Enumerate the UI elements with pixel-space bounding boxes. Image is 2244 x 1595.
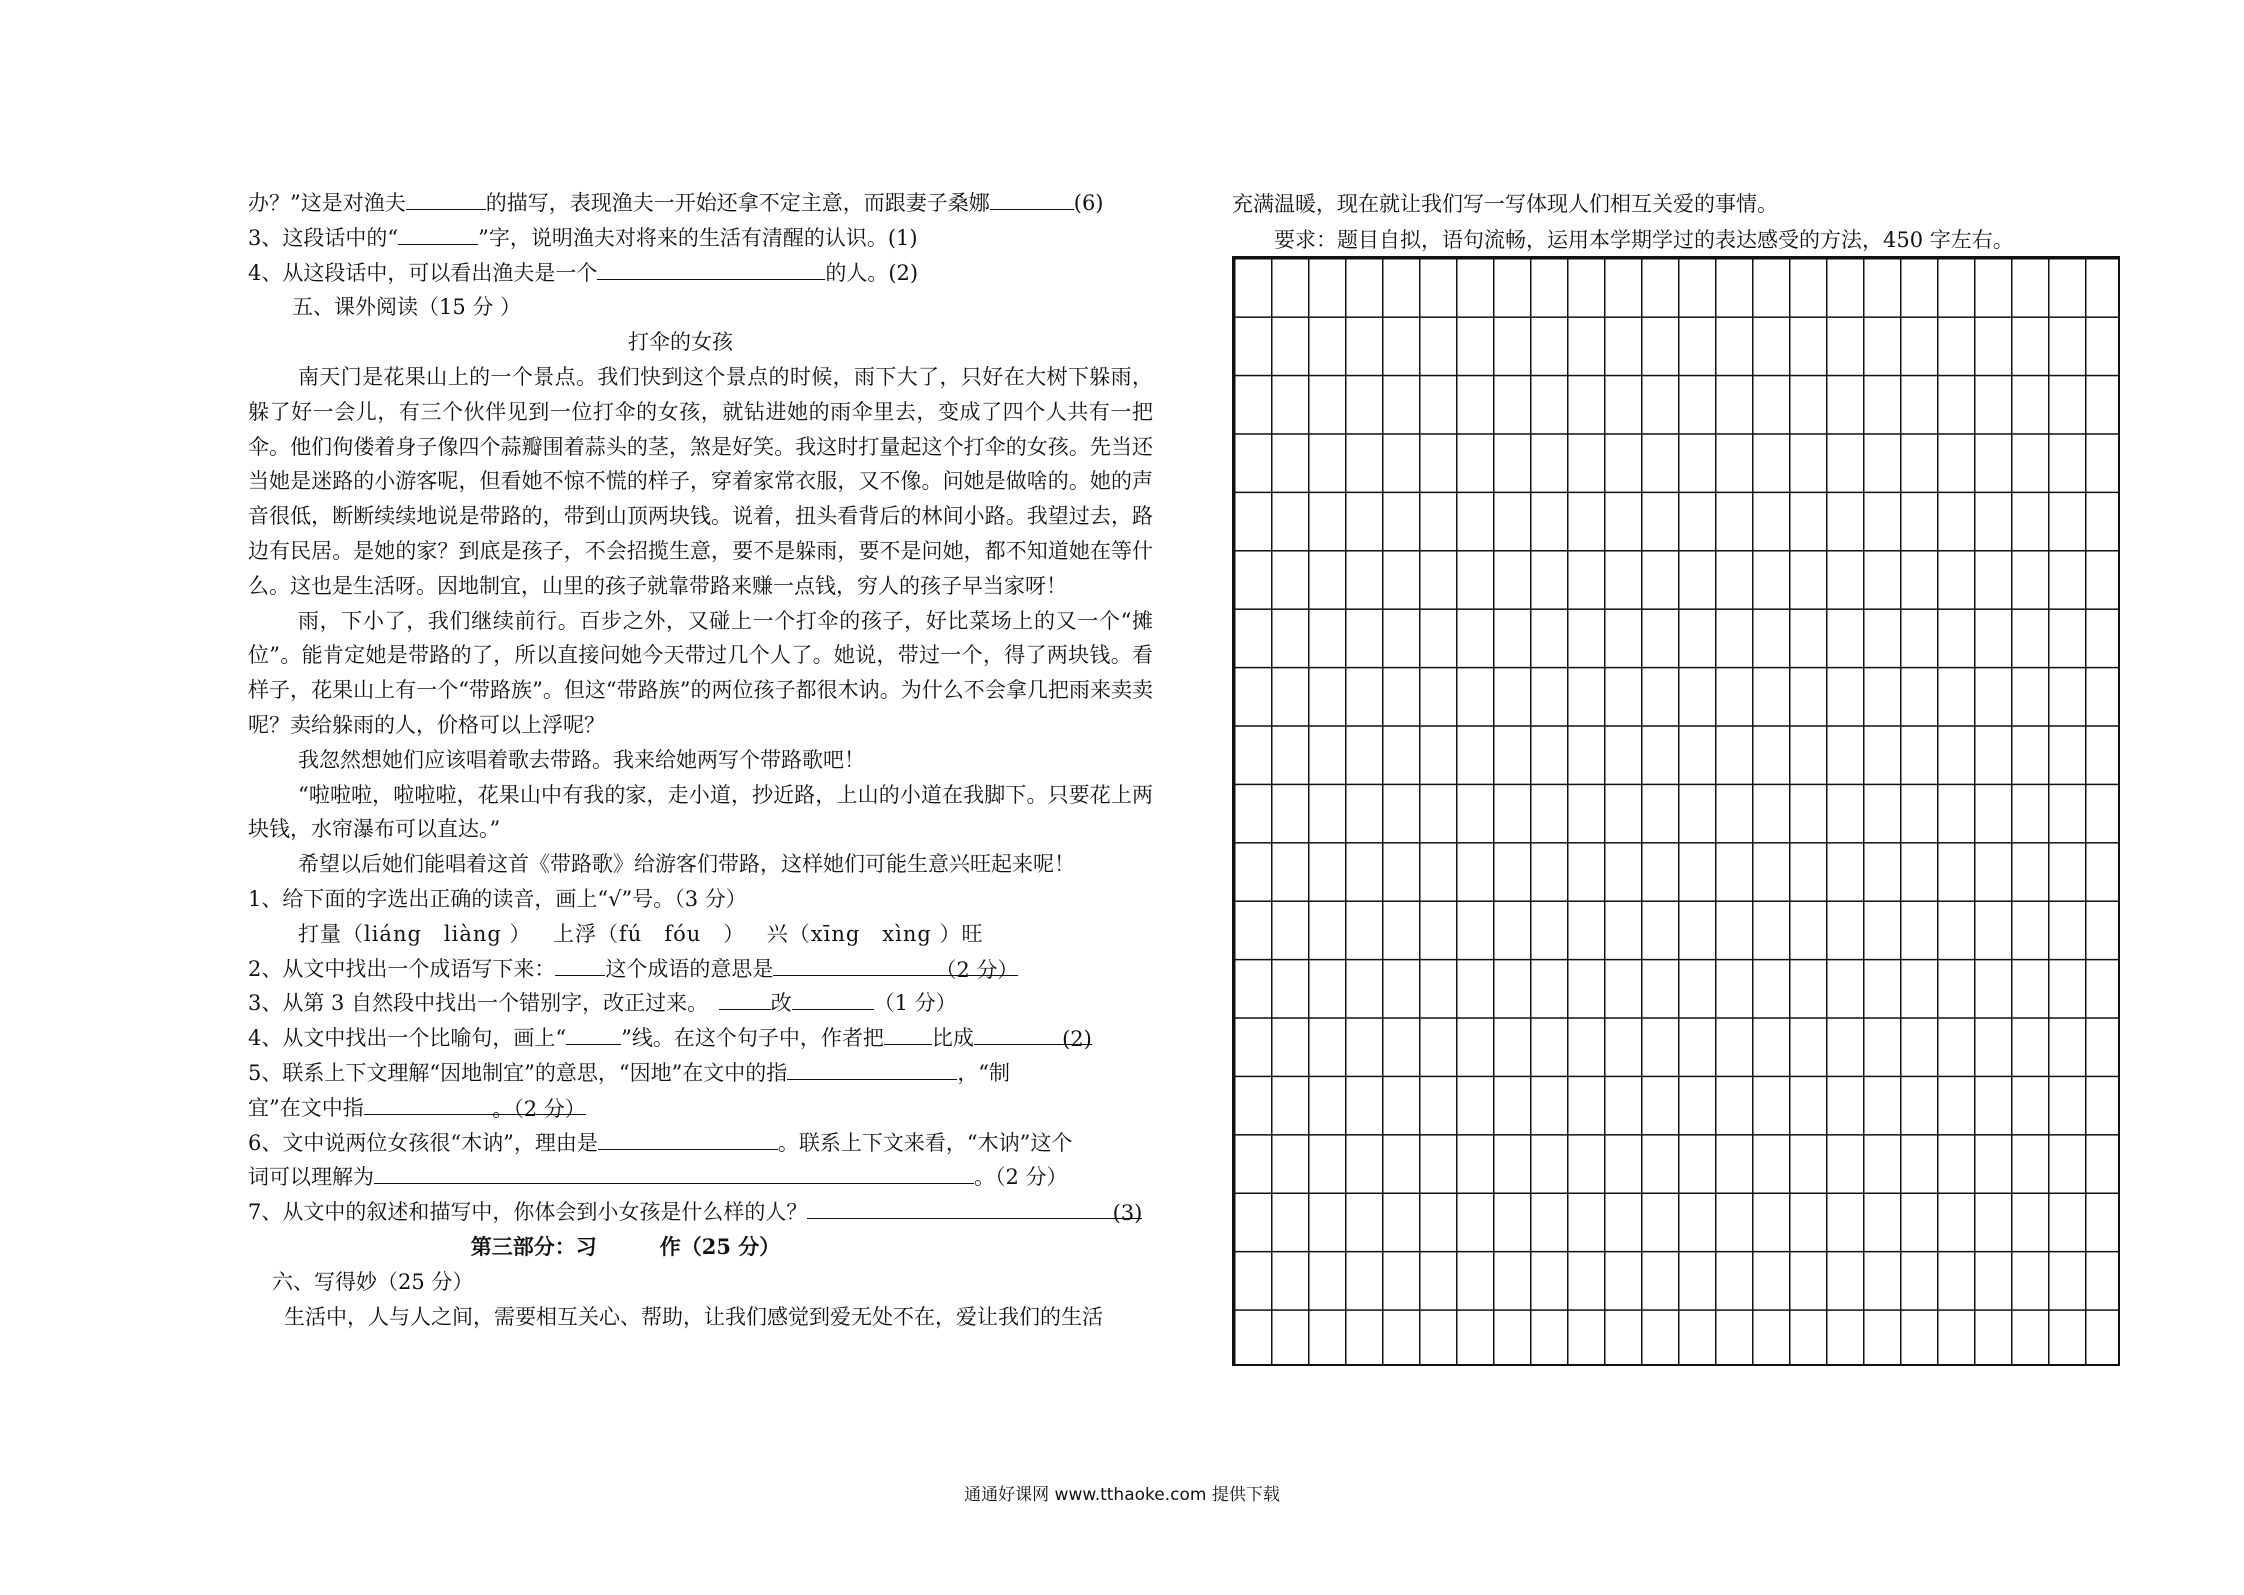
question-3: 3、这段话中的“ ”字，说明渔夫对将来的生活有清醒的认识。(1) — [248, 221, 1153, 256]
answer-blank[interactable] — [990, 187, 1074, 210]
story-paragraph-2: 雨，下小了，我们继续前行。百步之外，又碰上一个打伞的孩子，好比菜场上的又一个“摊位”。能肯定她是带路的了，所以直接问她今天带过几个人了。她说，带过一个，得了两块钱。看样子，花果山上有一个“带路族”。但这“带路族”的两位孩子都很木讷。为什么不会拿几把雨来卖卖呢？卖给躲雨的人，价格可以上浮呢？ — [248, 608, 1153, 737]
reading-question-3: 3、从第 3 自然段中找出一个错别字，改正过来。 改 （1 分） — [248, 986, 1153, 1021]
answer-blank[interactable] — [566, 1022, 621, 1045]
answer-blank[interactable] — [374, 1161, 974, 1184]
story-paragraph-5: 希望以后她们能唱着这首《带路歌》给游客们带路，这样她们可能生意兴旺起来呢！ — [298, 852, 1075, 877]
answer-blank[interactable] — [398, 222, 478, 245]
pinyin-choice[interactable]: 上浮（fú fóu ） — [553, 921, 735, 946]
section-5-heading: 五、课外阅读（15 分 ） — [292, 295, 522, 320]
answer-blank[interactable] — [884, 1022, 932, 1045]
story-paragraph-4: “啦啦啦，啦啦啦，花果山中有我的家，走小道，抄近路，上山的小道在我脚下。只要花上两块钱，水帘瀑布可以直达。” — [248, 782, 1153, 842]
right-column — [1232, 186, 2112, 258]
reading-question-6-cont: 词可以理解为 。（2 分） — [248, 1160, 1153, 1195]
story-paragraph-3: 我忽然想她们应该唱着歌去带路。我来给她两写个带路歌吧！ — [298, 747, 865, 772]
answer-blank[interactable] — [555, 953, 605, 976]
answer-blank[interactable] — [597, 257, 825, 280]
reading-question-5-cont: 宜”在文中指 。（2 分） — [248, 1091, 1153, 1126]
answer-blank[interactable] — [792, 987, 874, 1010]
section-6-heading: 六、写得妙（25 分） — [272, 1269, 474, 1294]
pinyin-options — [248, 917, 1153, 952]
pinyin-choice[interactable]: 打量（liáng liàng ） — [298, 921, 522, 946]
reading-question-5: 5、联系上下文理解“因地制宜”的意思，“因地”在文中的指 ，“制 — [248, 1056, 1153, 1091]
answer-blank[interactable] — [406, 187, 486, 210]
answer-blank[interactable]: 。（2 分） — [364, 1092, 586, 1115]
reading-question-2: 2、从文中找出一个成语写下来： 这个成语的意思是 （2 分） — [248, 952, 1153, 987]
q-fisherman-line1: 办？”这是对渔夫 的描写，表现渔夫一开始还拿不定主意，而跟妻子桑娜 (6) — [248, 186, 1153, 221]
reading-question-4: 4、从文中找出一个比喻句，画上“ ”线。在这个句子中，作者把 比成 (2) — [248, 1021, 1153, 1056]
answer-blank[interactable] — [598, 1127, 778, 1150]
answer-blank[interactable]: (3) — [807, 1196, 1142, 1219]
answer-blank[interactable]: （2 分） — [773, 953, 1018, 976]
reading-question-1: 1、给下面的字选出正确的读音，画上“√”号。（3 分） — [248, 886, 747, 911]
reading-question-7: 7、从文中的叙述和描写中，你体会到小女孩是什么样的人？ (3) — [248, 1195, 1153, 1230]
answer-blank[interactable]: (2) — [974, 1022, 1092, 1045]
question-4: 4、从这段话中，可以看出渔夫是一个 的人。(2) — [248, 256, 1153, 291]
writing-prompt-cont: 充满温暖，现在就让我们写一写体现人们相互关爱的事情。 — [1232, 192, 1778, 216]
left-column — [248, 186, 1153, 1334]
story-title: 打伞的女孩 — [628, 330, 733, 355]
writing-prompt: 生活中，人与人之间，需要相互关心、帮助，让我们感觉到爱无处不在，爱让我们的生活 — [284, 1304, 1103, 1329]
part-3-heading: 第三部分：习 作（25 分） — [470, 1233, 781, 1259]
writing-requirement: 要求：题目自拟，语句流畅，运用本学期学过的表达感受的方法，450 字左右。 — [1274, 228, 2014, 252]
footer-source: 通通好课网 www.tthaoke.com 提供下载 — [964, 1485, 1280, 1505]
story-paragraph-1: 南天门是花果山上的一个景点。我们快到这个景点的时候，雨下大了，只好在大树下躲雨，躲了好一会儿，有三个伙伴见到一位打伞的女孩，就钻进她的雨伞里去，变成了四个人共有一把伞。他们佝偻着身子像四个蒜瓣围着蒜头的茎，煞是好笑。我这时打量起这个打伞的女孩。先当还当她是迷路的小游客呢，但看她不惊不慌的样子，穿着家常衣服，又不像。问她是做啥的。她的声音很低，断断续续地说是带路的，带到山顶两块钱。说着，扭头看背后的林间小路。我望过去，路边有民居。是她的家？到底是孩子，不会招揽生意，要不是躲雨，要不是问她，都不知道她在等什么。这也是生活呀。因地制宜，山里的孩子就靠带路来赚一点钱，穷人的孩子早当家呀！ — [248, 364, 1153, 598]
composition-grid[interactable] — [1232, 256, 2120, 1366]
pinyin-choice[interactable]: 兴（xīng xìng ）旺 — [766, 921, 984, 946]
answer-blank[interactable] — [719, 987, 771, 1010]
answer-blank[interactable] — [787, 1057, 957, 1080]
reading-question-6: 6、文中说两位女孩很“木讷”，理由是 。联系上下文来看，“木讷”这个 — [248, 1126, 1153, 1161]
